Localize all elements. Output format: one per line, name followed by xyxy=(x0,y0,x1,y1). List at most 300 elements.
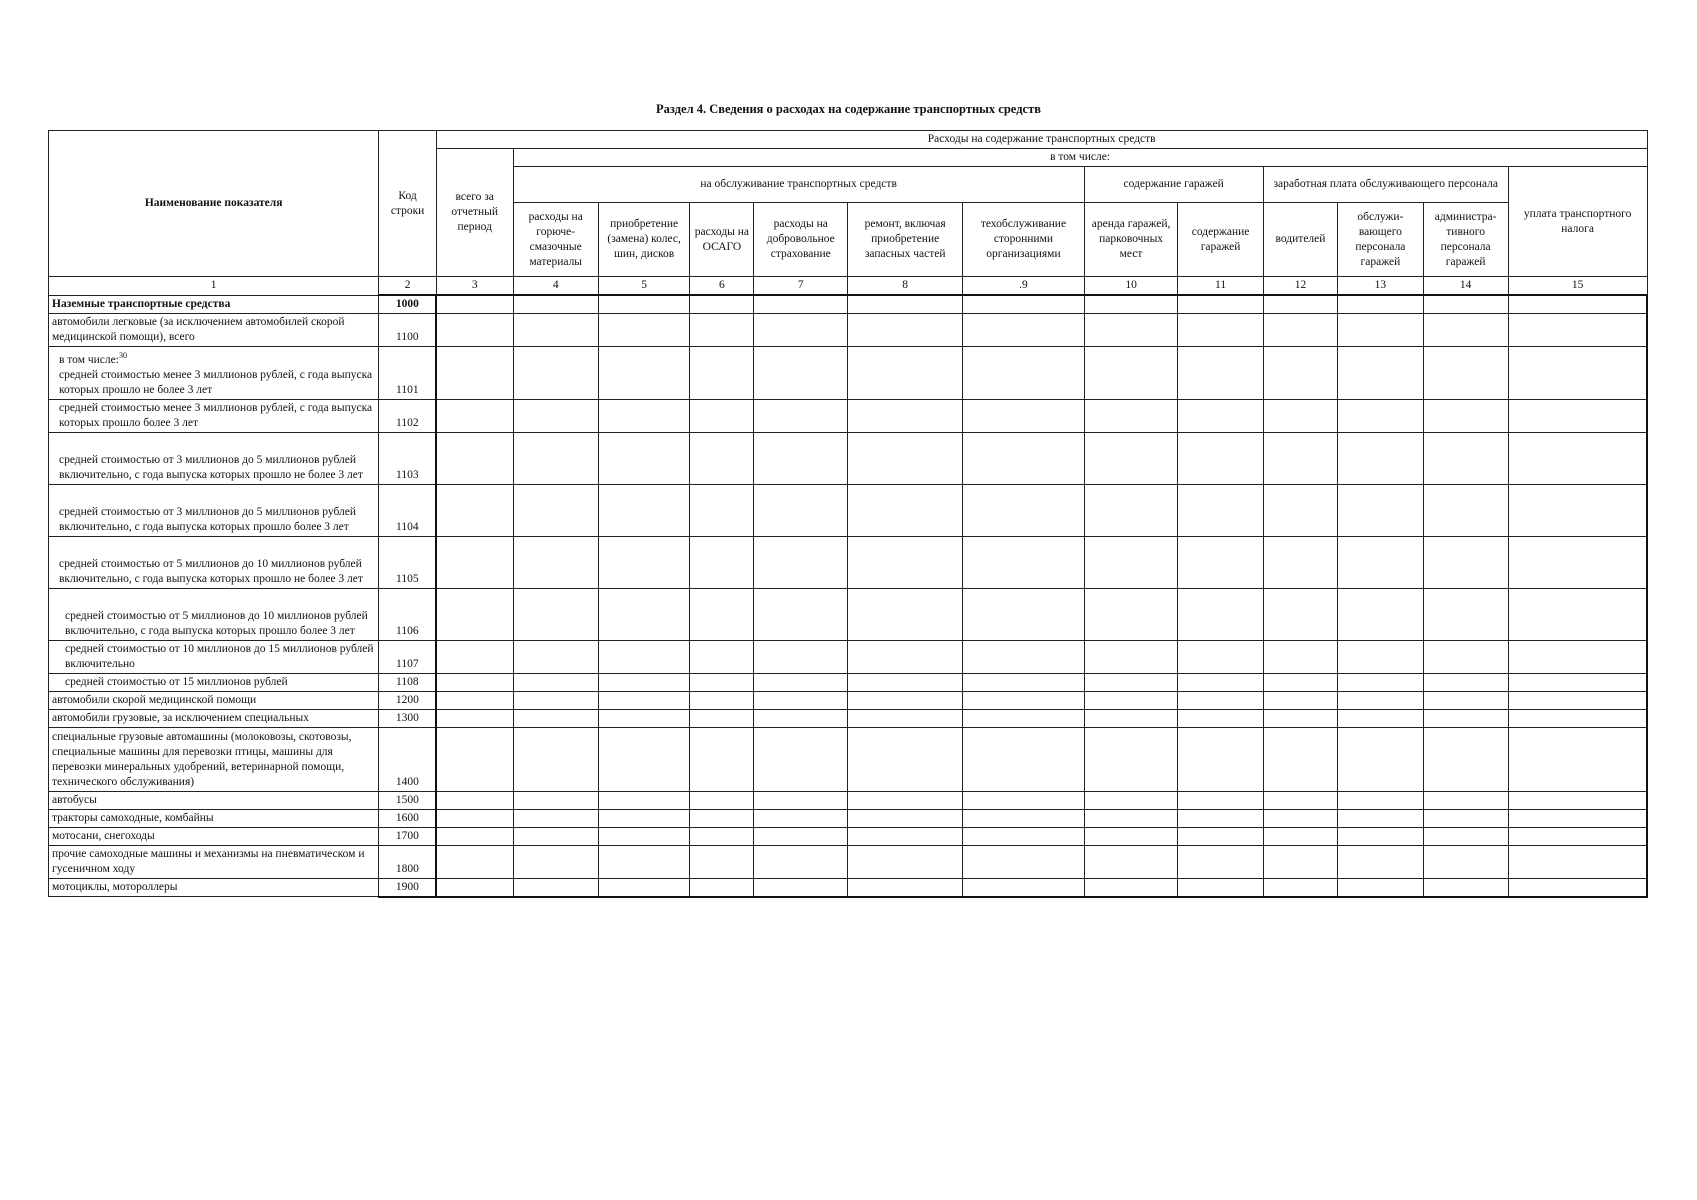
value-cell[interactable] xyxy=(1263,399,1338,432)
value-cell[interactable] xyxy=(963,827,1084,845)
table-row xyxy=(49,432,1648,484)
value-cell[interactable] xyxy=(1423,791,1508,809)
row-code: 1300 xyxy=(379,709,437,727)
value-cell[interactable] xyxy=(1178,314,1263,347)
value-cell[interactable] xyxy=(848,588,963,640)
row-code: 1105 xyxy=(379,536,437,588)
value-cell[interactable] xyxy=(963,536,1084,588)
value-cell[interactable] xyxy=(754,809,848,827)
value-cell[interactable] xyxy=(1178,691,1263,709)
value-cell[interactable] xyxy=(1263,536,1338,588)
value-cell[interactable] xyxy=(690,347,754,400)
value-cell[interactable] xyxy=(1338,709,1423,727)
value-cell[interactable] xyxy=(513,432,598,484)
header-service: на обслуживание транспортных средств xyxy=(513,167,1084,203)
value-cell[interactable] xyxy=(754,673,848,691)
row-name-text: Наземные транспортные средства xyxy=(52,298,231,310)
value-cell[interactable] xyxy=(1423,691,1508,709)
value-cell[interactable] xyxy=(1508,588,1647,640)
value-cell[interactable] xyxy=(754,709,848,727)
value-cell[interactable] xyxy=(598,673,690,691)
value-cell[interactable] xyxy=(1423,727,1508,791)
value-cell[interactable] xyxy=(1508,640,1647,673)
value-cell[interactable] xyxy=(436,640,513,673)
row-name-text: средней стоимостью от 10 миллионов до 15 миллионов рублей включительно xyxy=(65,642,374,670)
value-cell[interactable] xyxy=(963,432,1084,484)
table-row xyxy=(49,809,1648,827)
value-cell[interactable] xyxy=(754,827,848,845)
value-cell[interactable] xyxy=(1508,347,1647,400)
value-cell[interactable] xyxy=(690,314,754,347)
value-cell[interactable] xyxy=(1178,727,1263,791)
value-cell[interactable] xyxy=(754,588,848,640)
value-cell[interactable] xyxy=(1263,640,1338,673)
row-name-text: автобусы xyxy=(52,793,97,806)
value-cell[interactable] xyxy=(513,691,598,709)
value-cell[interactable] xyxy=(598,347,690,400)
value-cell[interactable] xyxy=(1508,791,1647,809)
row-code: 1700 xyxy=(379,827,437,845)
value-cell[interactable] xyxy=(690,845,754,878)
value-cell[interactable] xyxy=(848,536,963,588)
value-cell[interactable] xyxy=(436,588,513,640)
value-cell[interactable] xyxy=(513,536,598,588)
row-name-text: средней стоимостью от 5 миллионов до 10 миллионов рублей включительно, с года выпуска которых прошло более 3 лет xyxy=(65,609,368,637)
value-cell[interactable] xyxy=(1178,791,1263,809)
value-cell[interactable] xyxy=(513,791,598,809)
row-name xyxy=(49,640,379,673)
value-cell[interactable] xyxy=(754,536,848,588)
value-cell[interactable] xyxy=(1508,691,1647,709)
value-cell[interactable] xyxy=(1084,314,1178,347)
value-cell[interactable] xyxy=(1508,673,1647,691)
value-cell[interactable] xyxy=(1084,809,1178,827)
value-cell[interactable] xyxy=(1263,347,1338,400)
row-code: 1500 xyxy=(379,791,437,809)
value-cell[interactable] xyxy=(754,484,848,536)
value-cell[interactable] xyxy=(1263,691,1338,709)
value-cell[interactable] xyxy=(1084,691,1178,709)
value-cell[interactable] xyxy=(754,432,848,484)
value-cell[interactable] xyxy=(848,691,963,709)
value-cell[interactable] xyxy=(1508,845,1647,878)
value-cell[interactable] xyxy=(754,640,848,673)
value-cell[interactable] xyxy=(754,791,848,809)
value-cell[interactable] xyxy=(436,845,513,878)
value-cell[interactable] xyxy=(1508,314,1647,347)
value-cell[interactable] xyxy=(1338,878,1423,897)
value-cell[interactable] xyxy=(513,709,598,727)
value-cell[interactable] xyxy=(1508,827,1647,845)
column-number: 11 xyxy=(1178,277,1263,296)
value-cell[interactable] xyxy=(1508,878,1647,897)
table-row xyxy=(49,640,1648,673)
value-cell[interactable] xyxy=(1084,588,1178,640)
value-cell[interactable] xyxy=(690,827,754,845)
value-cell[interactable] xyxy=(1423,432,1508,484)
value-cell[interactable] xyxy=(1084,399,1178,432)
value-cell[interactable] xyxy=(1178,588,1263,640)
value-cell[interactable] xyxy=(1263,809,1338,827)
value-cell[interactable] xyxy=(1178,295,1263,314)
value-cell[interactable] xyxy=(848,295,963,314)
value-cell[interactable] xyxy=(1508,399,1647,432)
header-total: всего за отчетный период xyxy=(436,149,513,277)
value-cell[interactable] xyxy=(1423,640,1508,673)
value-cell[interactable] xyxy=(1423,845,1508,878)
value-cell[interactable] xyxy=(1423,347,1508,400)
value-cell[interactable] xyxy=(513,399,598,432)
value-cell[interactable] xyxy=(848,845,963,878)
value-cell[interactable] xyxy=(1423,484,1508,536)
value-cell[interactable] xyxy=(1263,878,1338,897)
row-name-text: мотоциклы, мотороллеры xyxy=(52,881,178,894)
row-name xyxy=(49,314,379,347)
value-cell[interactable] xyxy=(848,709,963,727)
value-cell[interactable] xyxy=(436,809,513,827)
value-cell[interactable] xyxy=(513,295,598,314)
value-cell[interactable] xyxy=(963,727,1084,791)
value-cell[interactable] xyxy=(1423,878,1508,897)
value-cell[interactable] xyxy=(598,588,690,640)
value-cell[interactable] xyxy=(1423,827,1508,845)
header-c12: водителей xyxy=(1263,203,1338,277)
value-cell[interactable] xyxy=(1084,295,1178,314)
row-name-text: автомобили грузовые, за исключением специальных xyxy=(52,711,309,724)
value-cell[interactable] xyxy=(1508,809,1647,827)
row-prefix-text: в том числе: xyxy=(59,353,119,366)
value-cell[interactable] xyxy=(754,314,848,347)
table-row xyxy=(49,791,1648,809)
value-cell[interactable] xyxy=(598,878,690,897)
value-cell[interactable] xyxy=(848,673,963,691)
value-cell[interactable] xyxy=(1338,347,1423,400)
value-cell[interactable] xyxy=(598,845,690,878)
value-cell[interactable] xyxy=(1084,673,1178,691)
table-row xyxy=(49,827,1648,845)
value-cell[interactable] xyxy=(754,845,848,878)
value-cell[interactable] xyxy=(690,727,754,791)
value-cell[interactable] xyxy=(1338,536,1423,588)
value-cell[interactable] xyxy=(1178,432,1263,484)
value-cell[interactable] xyxy=(963,314,1084,347)
value-cell[interactable] xyxy=(1423,295,1508,314)
value-cell[interactable] xyxy=(848,791,963,809)
value-cell[interactable] xyxy=(513,827,598,845)
row-name-text: средней стоимостью от 3 миллионов до 5 миллионов рублей включительно, с года выпуска которых прошло более 3 лет xyxy=(59,505,357,533)
value-cell[interactable] xyxy=(513,878,598,897)
value-cell[interactable] xyxy=(848,432,963,484)
table-row xyxy=(49,878,1648,897)
value-cell[interactable] xyxy=(1178,845,1263,878)
value-cell[interactable] xyxy=(1263,314,1338,347)
row-name xyxy=(49,432,379,484)
value-cell[interactable] xyxy=(848,827,963,845)
value-cell[interactable] xyxy=(436,399,513,432)
value-cell[interactable] xyxy=(1178,399,1263,432)
value-cell[interactable] xyxy=(963,588,1084,640)
row-code: 1104 xyxy=(379,484,437,536)
value-cell[interactable] xyxy=(848,727,963,791)
value-cell[interactable] xyxy=(754,691,848,709)
row-name xyxy=(49,845,379,878)
value-cell[interactable] xyxy=(690,673,754,691)
header-c11: содержание гаражей xyxy=(1178,203,1263,277)
value-cell[interactable] xyxy=(848,484,963,536)
value-cell[interactable] xyxy=(1084,347,1178,400)
value-cell[interactable] xyxy=(1338,484,1423,536)
value-cell[interactable] xyxy=(1263,845,1338,878)
value-cell[interactable] xyxy=(1084,432,1178,484)
value-cell[interactable] xyxy=(1423,673,1508,691)
value-cell[interactable] xyxy=(1178,536,1263,588)
value-cell[interactable] xyxy=(513,588,598,640)
value-cell[interactable] xyxy=(1338,845,1423,878)
header-code: Код строки xyxy=(379,131,437,277)
table-row xyxy=(49,536,1648,588)
value-cell[interactable] xyxy=(1263,673,1338,691)
value-cell[interactable] xyxy=(1084,709,1178,727)
value-cell[interactable] xyxy=(1178,347,1263,400)
value-cell[interactable] xyxy=(1263,827,1338,845)
value-cell[interactable] xyxy=(598,827,690,845)
value-cell[interactable] xyxy=(848,399,963,432)
value-cell[interactable] xyxy=(963,640,1084,673)
value-cell[interactable] xyxy=(754,295,848,314)
header-salary: заработная плата обслуживающего персонала xyxy=(1263,167,1508,203)
row-prefix xyxy=(59,348,375,368)
row-name xyxy=(49,809,379,827)
row-name xyxy=(49,827,379,845)
value-cell[interactable] xyxy=(436,484,513,536)
value-cell[interactable] xyxy=(690,484,754,536)
value-cell[interactable] xyxy=(513,809,598,827)
value-cell[interactable] xyxy=(1338,827,1423,845)
value-cell[interactable] xyxy=(513,484,598,536)
value-cell[interactable] xyxy=(1423,709,1508,727)
value-cell[interactable] xyxy=(513,640,598,673)
value-cell[interactable] xyxy=(1263,588,1338,640)
value-cell[interactable] xyxy=(1263,791,1338,809)
value-cell[interactable] xyxy=(436,878,513,897)
value-cell[interactable] xyxy=(690,588,754,640)
row-code: 1106 xyxy=(379,588,437,640)
value-cell[interactable] xyxy=(1178,827,1263,845)
value-cell[interactable] xyxy=(963,791,1084,809)
column-number: 12 xyxy=(1263,277,1338,296)
value-cell[interactable] xyxy=(598,536,690,588)
column-number: 13 xyxy=(1338,277,1423,296)
row-name-text: мотосани, снегоходы xyxy=(52,829,155,842)
value-cell[interactable] xyxy=(1508,295,1647,314)
value-cell[interactable] xyxy=(436,691,513,709)
value-cell[interactable] xyxy=(1263,432,1338,484)
value-cell[interactable] xyxy=(963,295,1084,314)
value-cell[interactable] xyxy=(754,399,848,432)
value-cell[interactable] xyxy=(1338,295,1423,314)
value-cell[interactable] xyxy=(513,727,598,791)
value-cell[interactable] xyxy=(1508,484,1647,536)
column-number: 10 xyxy=(1084,277,1178,296)
value-cell[interactable] xyxy=(1084,640,1178,673)
value-cell[interactable] xyxy=(963,878,1084,897)
value-cell[interactable] xyxy=(1508,536,1647,588)
value-cell[interactable] xyxy=(436,536,513,588)
value-cell[interactable] xyxy=(963,673,1084,691)
header-c6: расходы на ОСАГО xyxy=(690,203,754,277)
value-cell[interactable] xyxy=(963,809,1084,827)
value-cell[interactable] xyxy=(848,809,963,827)
value-cell[interactable] xyxy=(598,809,690,827)
value-cell[interactable] xyxy=(1084,845,1178,878)
value-cell[interactable] xyxy=(1423,588,1508,640)
header-c9: техобслуживание сторонними организациями xyxy=(963,203,1084,277)
value-cell[interactable] xyxy=(436,673,513,691)
value-cell[interactable] xyxy=(963,347,1084,400)
table-row xyxy=(49,727,1648,791)
table-row xyxy=(49,673,1648,691)
value-cell[interactable] xyxy=(1508,432,1647,484)
value-cell[interactable] xyxy=(598,432,690,484)
column-number: 14 xyxy=(1423,277,1508,296)
row-code: 1400 xyxy=(379,727,437,791)
value-cell[interactable] xyxy=(436,827,513,845)
value-cell[interactable] xyxy=(848,640,963,673)
value-cell[interactable] xyxy=(690,536,754,588)
value-cell[interactable] xyxy=(1508,727,1647,791)
value-cell[interactable] xyxy=(513,347,598,400)
value-cell[interactable] xyxy=(513,845,598,878)
value-cell[interactable] xyxy=(436,314,513,347)
value-cell[interactable] xyxy=(436,432,513,484)
row-name-text: тракторы самоходные, комбайны xyxy=(52,811,214,824)
value-cell[interactable] xyxy=(598,295,690,314)
value-cell[interactable] xyxy=(1263,709,1338,727)
value-cell[interactable] xyxy=(513,673,598,691)
value-cell[interactable] xyxy=(848,347,963,400)
footnote-mark: 30 xyxy=(118,351,127,360)
value-cell[interactable] xyxy=(848,878,963,897)
value-cell[interactable] xyxy=(1338,588,1423,640)
value-cell[interactable] xyxy=(1178,673,1263,691)
table-row xyxy=(49,399,1648,432)
value-cell[interactable] xyxy=(1178,484,1263,536)
value-cell[interactable] xyxy=(1338,314,1423,347)
row-name xyxy=(49,691,379,709)
value-cell[interactable] xyxy=(1084,484,1178,536)
row-name-text: прочие самоходные машины и механизмы на пневматическом и гусеничном ходу xyxy=(52,847,365,875)
value-cell[interactable] xyxy=(1178,640,1263,673)
value-cell[interactable] xyxy=(1338,432,1423,484)
table-row xyxy=(49,691,1648,709)
value-cell[interactable] xyxy=(1084,727,1178,791)
value-cell[interactable] xyxy=(690,791,754,809)
value-cell[interactable] xyxy=(963,484,1084,536)
column-number: 3 xyxy=(436,277,513,296)
row-name-text: средней стоимостью от 5 миллионов до 10 миллионов рублей включительно, с года выпуска которых прошло не более 3 лет xyxy=(59,557,363,585)
value-cell[interactable] xyxy=(598,640,690,673)
value-cell[interactable] xyxy=(1084,827,1178,845)
value-cell[interactable] xyxy=(1423,314,1508,347)
row-code: 1600 xyxy=(379,809,437,827)
value-cell[interactable] xyxy=(690,691,754,709)
header-name: Наименование показателя xyxy=(49,131,379,277)
value-cell[interactable] xyxy=(690,295,754,314)
value-cell[interactable] xyxy=(690,809,754,827)
value-cell[interactable] xyxy=(598,791,690,809)
value-cell[interactable] xyxy=(848,314,963,347)
value-cell[interactable] xyxy=(436,709,513,727)
value-cell[interactable] xyxy=(754,347,848,400)
value-cell[interactable] xyxy=(1338,791,1423,809)
value-cell[interactable] xyxy=(1263,727,1338,791)
value-cell[interactable] xyxy=(1338,640,1423,673)
header-expenses: Расходы на содержание транспортных средств xyxy=(436,131,1647,149)
table-row xyxy=(49,588,1648,640)
value-cell[interactable] xyxy=(436,295,513,314)
value-cell[interactable] xyxy=(690,399,754,432)
row-name-text: средней стоимостью менее 3 миллионов рублей, с года выпуска которых прошло более 3 лет xyxy=(59,401,373,429)
value-cell[interactable] xyxy=(690,878,754,897)
value-cell[interactable] xyxy=(598,399,690,432)
row-code: 1900 xyxy=(379,878,437,897)
column-number-row xyxy=(49,277,1648,296)
value-cell[interactable] xyxy=(598,691,690,709)
value-cell[interactable] xyxy=(690,709,754,727)
value-cell[interactable] xyxy=(1338,809,1423,827)
value-cell[interactable] xyxy=(1084,791,1178,809)
value-cell[interactable] xyxy=(1338,673,1423,691)
value-cell[interactable] xyxy=(1084,536,1178,588)
value-cell[interactable] xyxy=(963,709,1084,727)
value-cell[interactable] xyxy=(963,399,1084,432)
value-cell[interactable] xyxy=(598,709,690,727)
value-cell[interactable] xyxy=(1263,295,1338,314)
value-cell[interactable] xyxy=(1423,399,1508,432)
value-cell[interactable] xyxy=(754,727,848,791)
value-cell[interactable] xyxy=(598,727,690,791)
value-cell[interactable] xyxy=(1178,878,1263,897)
row-code: 1800 xyxy=(379,845,437,878)
value-cell[interactable] xyxy=(690,432,754,484)
value-cell[interactable] xyxy=(598,484,690,536)
header-c4: расходы на горюче-смазочные материалы xyxy=(513,203,598,277)
value-cell[interactable] xyxy=(963,845,1084,878)
value-cell[interactable] xyxy=(436,791,513,809)
value-cell[interactable] xyxy=(1338,691,1423,709)
value-cell[interactable] xyxy=(1178,809,1263,827)
value-cell[interactable] xyxy=(1084,878,1178,897)
value-cell[interactable] xyxy=(1263,484,1338,536)
value-cell[interactable] xyxy=(690,640,754,673)
value-cell[interactable] xyxy=(1508,709,1647,727)
value-cell[interactable] xyxy=(436,727,513,791)
value-cell[interactable] xyxy=(754,878,848,897)
value-cell[interactable] xyxy=(1423,809,1508,827)
header-including: в том числе: xyxy=(513,149,1647,167)
value-cell[interactable] xyxy=(436,347,513,400)
row-code: 1101 xyxy=(379,347,437,400)
value-cell[interactable] xyxy=(1423,536,1508,588)
value-cell[interactable] xyxy=(1338,727,1423,791)
value-cell[interactable] xyxy=(1338,399,1423,432)
table-row xyxy=(49,709,1648,727)
value-cell[interactable] xyxy=(513,314,598,347)
row-name xyxy=(49,791,379,809)
value-cell[interactable] xyxy=(963,691,1084,709)
value-cell[interactable] xyxy=(598,314,690,347)
value-cell[interactable] xyxy=(1178,709,1263,727)
